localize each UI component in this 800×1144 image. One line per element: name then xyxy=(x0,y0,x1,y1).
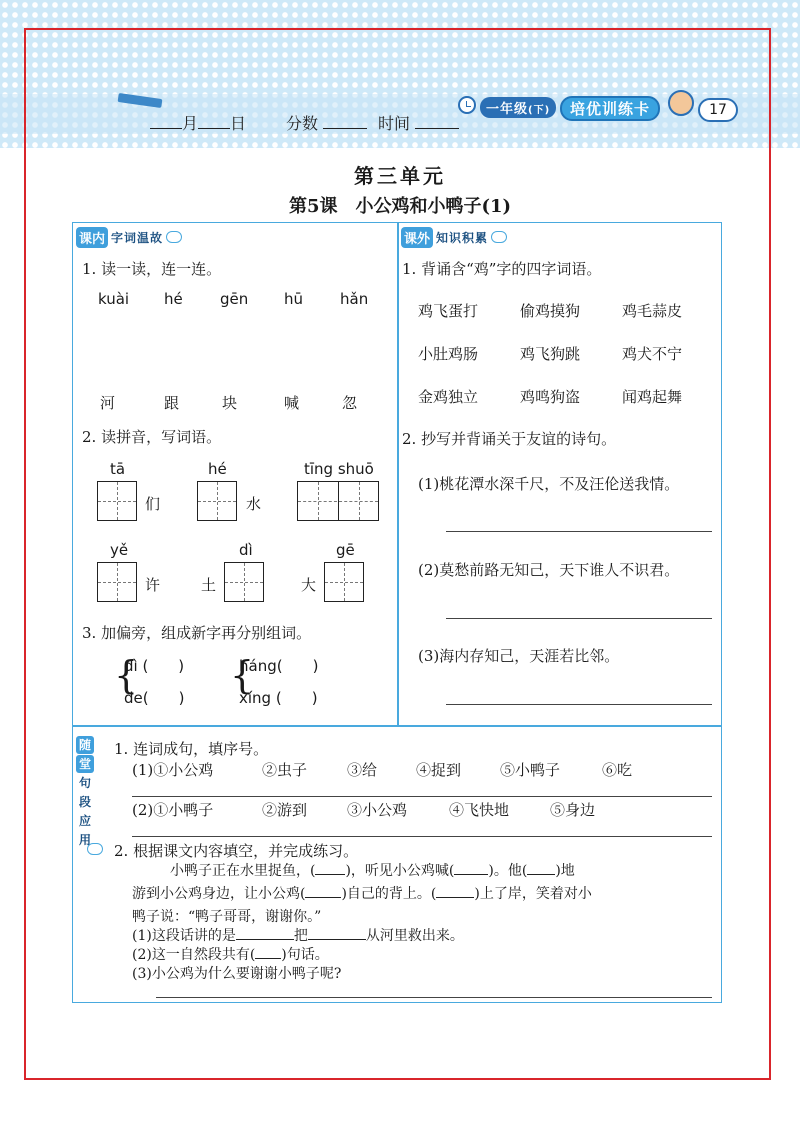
idiom: 金鸡独立 xyxy=(418,388,479,406)
tab-char: 应 xyxy=(78,814,91,828)
char-1: 跟 xyxy=(164,394,180,412)
answer-line[interactable] xyxy=(132,796,712,797)
q2-pinyin-2: tīng shuō xyxy=(304,460,374,478)
pinyin-3: hū xyxy=(284,290,304,308)
char-2: 块 xyxy=(222,394,238,412)
section-side-tab xyxy=(75,736,95,850)
score-label: 分数 xyxy=(286,114,319,133)
writing-box[interactable] xyxy=(324,562,364,602)
unit-title: 第三单元 xyxy=(354,164,446,188)
passage-line-3: 鸭子说：“鸭子哥哥，谢谢你。” xyxy=(132,909,322,925)
writing-box[interactable] xyxy=(97,562,137,602)
passage-text: )，听见小公鸡喊( xyxy=(345,863,455,879)
sub-question-3: (3)小公鸡为什么要谢谢小鸭子呢? xyxy=(132,966,342,982)
writing-box[interactable] xyxy=(224,562,264,602)
pinyin-4: hǎn xyxy=(340,290,369,308)
word: (1)①小公鸡 xyxy=(132,761,214,779)
blank[interactable] xyxy=(308,926,366,940)
answer-line[interactable] xyxy=(446,618,712,619)
right-q1: 1. 背诵含“鸡”字的四字词语。 xyxy=(402,260,602,278)
grade-text: 一年级 xyxy=(486,102,529,117)
q3-b-1[interactable]: háng( ) xyxy=(239,657,319,675)
word: ④捉到 xyxy=(416,761,462,779)
word: ⑤小鸭子 xyxy=(500,761,561,779)
tab-char: 句 xyxy=(78,776,91,790)
word: ②游到 xyxy=(262,801,308,819)
passage-line-2 xyxy=(132,883,592,903)
poem-2: (2)莫愁前路无知己，天下谁人不识君。 xyxy=(418,561,680,579)
time-label: 时间 xyxy=(378,114,411,133)
passage-text: 从河里救出来。 xyxy=(365,928,464,944)
right-q2: 2. 抄写并背诵关于友谊的诗句。 xyxy=(402,430,617,448)
passage-text: )。他( xyxy=(488,863,528,879)
pinyin-1: hé xyxy=(164,290,183,308)
writing-box[interactable] xyxy=(197,481,237,521)
q2-pinyin-4: dì xyxy=(239,541,253,559)
passage-text: 把 xyxy=(293,928,308,944)
q2-char-5: 大 xyxy=(301,576,317,594)
passage-text: (2)这一自然段共有( xyxy=(132,947,256,963)
sub-question-2 xyxy=(132,944,329,964)
passage-text: )地 xyxy=(555,863,575,879)
idiom: 鸡犬不宁 xyxy=(622,345,683,363)
passage-text: )上了岸，笑着对小 xyxy=(474,886,592,902)
tab-char: 随 xyxy=(76,736,94,754)
right-badge-tag: 课外 xyxy=(401,227,433,248)
right-badge xyxy=(401,226,507,248)
book-icon xyxy=(166,231,182,243)
writing-box[interactable] xyxy=(97,481,137,521)
passage-line-1 xyxy=(170,860,575,880)
q2-char-0: 们 xyxy=(145,495,161,513)
word: ②虫子 xyxy=(262,761,308,779)
char-0: 河 xyxy=(100,394,116,412)
idiom: 鸡鸣狗盗 xyxy=(520,388,581,406)
q3-b-2[interactable]: xíng ( ) xyxy=(239,689,318,707)
idiom: 小肚鸡肠 xyxy=(418,345,479,363)
brace-a: { xyxy=(114,653,139,697)
passage-text: )句话。 xyxy=(281,947,329,963)
q3-a-1[interactable]: dì ( ) xyxy=(124,657,185,675)
left-q2: 2. 读拼音，写词语。 xyxy=(82,428,222,446)
left-q3: 3. 加偏旁，组成新字再分别组词。 xyxy=(82,624,312,642)
tab-char: 堂 xyxy=(76,755,94,773)
blank[interactable] xyxy=(454,861,488,875)
q2-char-4: 土 xyxy=(201,576,217,594)
passage-text: 小鸭子正在水里捉鱼，( xyxy=(170,863,316,879)
blank[interactable] xyxy=(436,884,474,898)
word: ③给 xyxy=(347,761,378,779)
tab-char: 段 xyxy=(78,795,91,809)
q2-pinyin-5: gē xyxy=(336,541,355,559)
day-label: 日 xyxy=(230,114,247,133)
idiom: 鸡毛蒜皮 xyxy=(622,302,683,320)
month-label: 月 xyxy=(182,114,199,133)
blank[interactable] xyxy=(236,926,294,940)
writing-box-double[interactable] xyxy=(297,481,379,521)
term-text: (下) xyxy=(528,105,551,116)
page-number: 17 xyxy=(698,98,738,122)
word: ④飞快地 xyxy=(449,801,510,819)
answer-line[interactable] xyxy=(156,997,712,998)
blank[interactable] xyxy=(305,884,341,898)
bottom-q1: 1. 连词成句，填序号。 xyxy=(114,740,269,758)
blank[interactable] xyxy=(255,945,281,959)
left-badge xyxy=(76,226,182,248)
answer-line[interactable] xyxy=(132,836,712,837)
passage-text: )自己的背上。( xyxy=(341,886,437,902)
char-3: 喊 xyxy=(284,394,300,412)
idiom: 鸡飞蛋打 xyxy=(418,302,479,320)
answer-line[interactable] xyxy=(446,531,712,532)
poem-1: (1)桃花潭水深千尺，不及汪伦送我情。 xyxy=(418,475,680,493)
idiom: 鸡飞狗跳 xyxy=(520,345,581,363)
blank[interactable] xyxy=(527,861,555,875)
poem-3: (3)海内存知己，天涯若比邻。 xyxy=(418,647,620,665)
brace-b: { xyxy=(230,653,255,697)
q2-char-3: 许 xyxy=(145,576,161,594)
q2-char-1: 水 xyxy=(246,495,262,513)
word: ⑥吃 xyxy=(602,761,633,779)
bottom-q2: 2. 根据课文内容填空，并完成练习。 xyxy=(114,842,359,860)
book-icon xyxy=(491,231,507,243)
book-icon xyxy=(87,843,103,855)
word: (2)①小鸭子 xyxy=(132,801,214,819)
pinyin-2: gēn xyxy=(220,290,249,308)
word: ③小公鸡 xyxy=(347,801,408,819)
tab-char: 用 xyxy=(78,833,91,847)
left-badge-text: 字词温故 xyxy=(111,230,164,245)
brand-badge: 培优训练卡 xyxy=(560,96,660,121)
q2-pinyin-3: yě xyxy=(110,541,129,559)
answer-line[interactable] xyxy=(446,704,712,705)
left-badge-tag: 课内 xyxy=(76,227,108,248)
blank[interactable] xyxy=(315,861,345,875)
left-q1: 1. 读一读，连一连。 xyxy=(82,260,222,278)
q2-pinyin-0: tā xyxy=(110,460,126,478)
passage-text: 游到小公鸡身边，让小公鸡( xyxy=(132,886,306,902)
sub-question-1 xyxy=(132,925,464,945)
word: ⑤身边 xyxy=(550,801,596,819)
q3-a-2[interactable]: de( ) xyxy=(124,689,185,707)
idiom: 闻鸡起舞 xyxy=(622,388,683,406)
right-badge-text: 知识积累 xyxy=(436,230,489,245)
q2-pinyin-1: hé xyxy=(208,460,227,478)
lesson-title: 第5课 小公鸡和小鸭子(1) xyxy=(288,196,512,217)
char-4: 忽 xyxy=(342,394,358,412)
pinyin-0: kuài xyxy=(98,290,130,308)
passage-text: (1)这段话讲的是 xyxy=(132,928,236,944)
idiom: 偷鸡摸狗 xyxy=(520,302,581,320)
